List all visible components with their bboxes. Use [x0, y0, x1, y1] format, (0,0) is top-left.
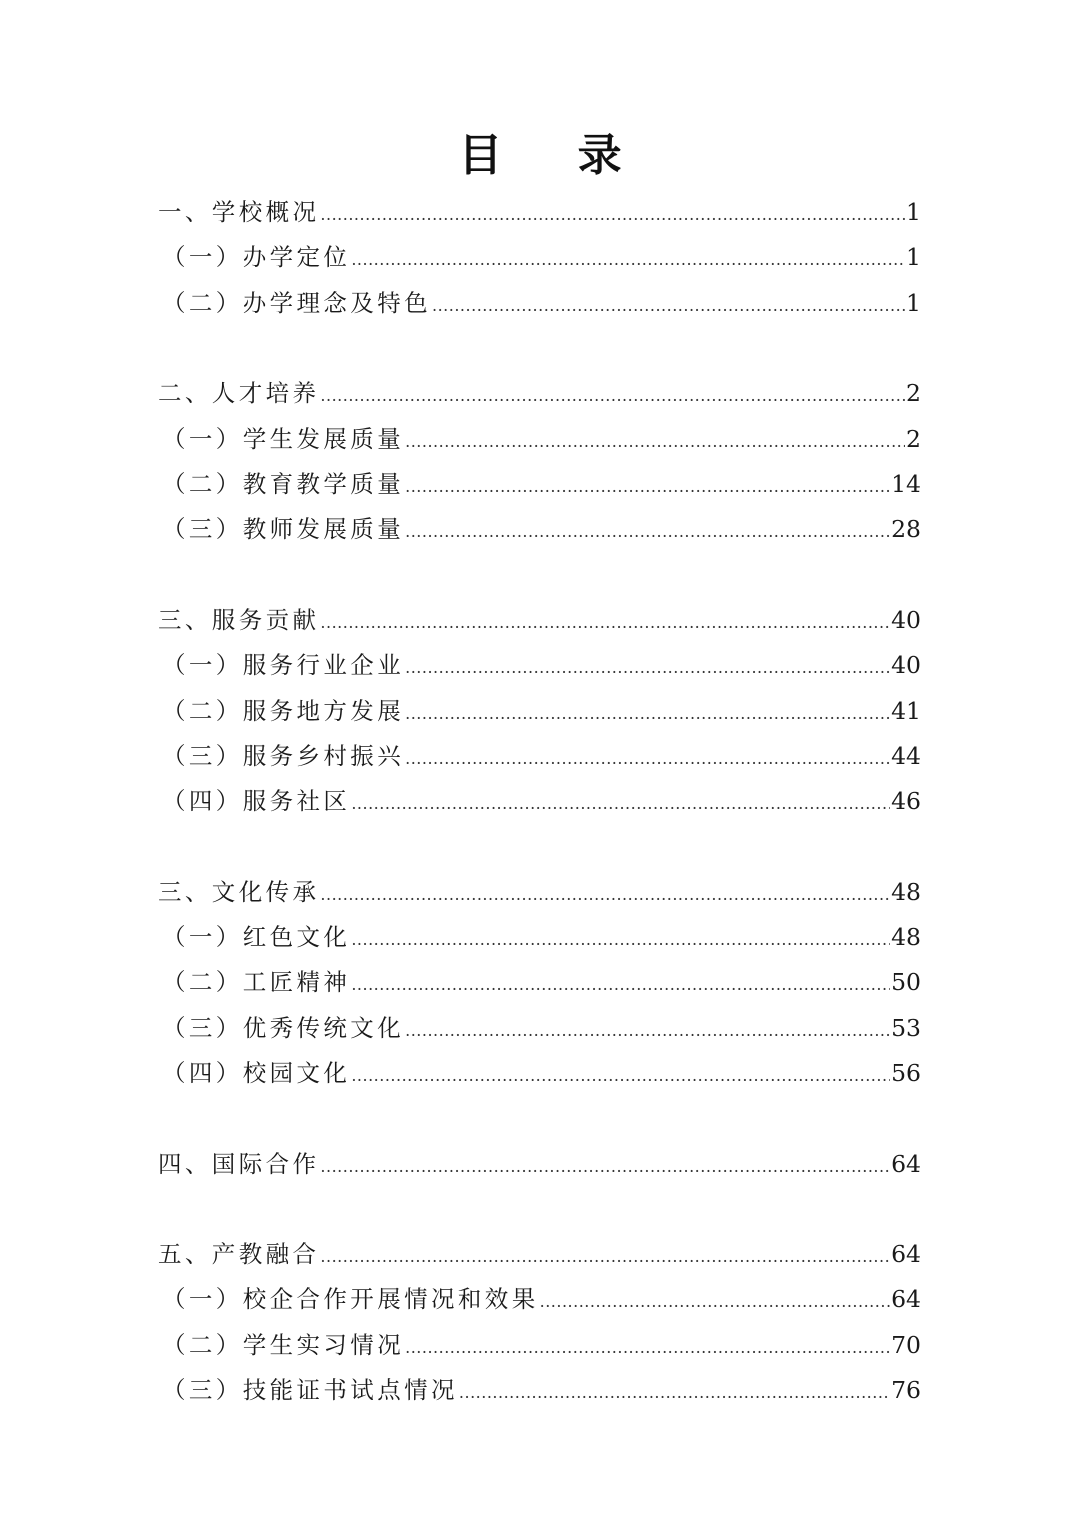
toc-page-number: 56 [891, 1059, 921, 1088]
dot-leader [351, 917, 890, 962]
toc-page-number: 14 [891, 469, 921, 498]
dot-leader [540, 1279, 890, 1324]
dot-leader [405, 1325, 890, 1370]
toc-page-number: 44 [891, 741, 921, 770]
toc-section [158, 598, 921, 825]
dot-leader [405, 464, 890, 509]
toc-page-number: 1 [906, 198, 921, 226]
toc-section [158, 190, 921, 326]
dot-leader [320, 373, 905, 418]
toc-page-number: 64 [891, 1149, 921, 1178]
toc-subsection-entry[interactable] [158, 915, 921, 960]
toc-section-entry[interactable] [158, 870, 921, 915]
toc-section [158, 371, 921, 553]
toc-subsection-entry[interactable] [158, 734, 921, 779]
toc-entry-label: （一）服务行业企业 [162, 651, 405, 680]
toc-section-entry[interactable] [158, 371, 921, 416]
toc-entry-label: （四）校园文化 [162, 1059, 351, 1088]
dot-leader [320, 1144, 890, 1189]
toc-section-entry[interactable] [158, 598, 921, 643]
toc-entry-label: （一）学生发展质量 [162, 424, 405, 453]
dot-leader [432, 283, 905, 328]
dot-leader [405, 691, 890, 736]
toc-entry-label: （四）服务社区 [162, 787, 351, 816]
toc-entry-label: （二）教育教学质量 [162, 469, 405, 498]
toc-subsection-entry[interactable] [158, 689, 921, 734]
toc-page-number: 2 [906, 379, 921, 408]
toc-entry-label: 五、产教融合 [158, 1240, 320, 1269]
toc-entry-label: （一）办学定位 [162, 243, 351, 272]
toc-subsection-entry[interactable] [158, 1323, 921, 1368]
toc-section [158, 870, 921, 1097]
toc-page-number: 50 [891, 968, 921, 997]
dot-leader [351, 237, 905, 282]
toc-page-number: 48 [891, 877, 921, 906]
toc-subsection-entry[interactable] [158, 643, 921, 688]
toc-page-number: 28 [891, 515, 921, 544]
dot-leader [351, 962, 890, 1007]
toc-entry-label: 三、文化传承 [158, 877, 320, 906]
dot-leader [405, 419, 905, 464]
toc-page-number: 40 [891, 651, 921, 680]
toc-subsection-entry[interactable] [158, 960, 921, 1005]
toc-entry-label: 四、国际合作 [158, 1149, 320, 1178]
dot-leader [351, 781, 890, 826]
toc-page-number: 48 [891, 923, 921, 952]
dot-leader [405, 645, 890, 690]
toc-page-number: 70 [891, 1330, 921, 1359]
toc-section [158, 1232, 921, 1414]
toc-entry-label: （三）技能证书试点情况 [162, 1376, 458, 1405]
toc-subsection-entry[interactable] [158, 417, 921, 462]
toc-entry-label: （一）红色文化 [162, 923, 351, 952]
toc-subsection-entry[interactable] [158, 779, 921, 824]
dot-leader [405, 509, 890, 554]
page-title: 目 录 [458, 130, 652, 181]
dot-leader [320, 192, 905, 237]
dot-leader [320, 1234, 890, 1279]
toc-page-number: 64 [891, 1240, 921, 1269]
toc-section-entry[interactable] [158, 190, 921, 235]
toc-entry-label: 一、学校概况 [158, 198, 320, 226]
toc-entry-label: （三）服务乡村振兴 [162, 741, 405, 770]
toc-section-entry[interactable] [158, 1142, 921, 1187]
toc-page-number: 40 [891, 605, 921, 634]
toc-subsection-entry[interactable] [158, 1051, 921, 1096]
toc-subsection-entry[interactable] [158, 507, 921, 552]
toc-entry-label: （二）服务地方发展 [162, 696, 405, 725]
toc-page-number: 64 [891, 1285, 921, 1314]
toc-section [158, 1142, 921, 1187]
toc-page-number: 53 [891, 1013, 921, 1042]
toc-entry-label: （三）优秀传统文化 [162, 1013, 405, 1042]
toc-page-number: 46 [891, 787, 921, 816]
toc-subsection-entry[interactable] [158, 1006, 921, 1051]
toc-subsection-entry[interactable] [158, 281, 921, 326]
dot-leader [459, 1370, 890, 1415]
dot-leader [351, 1053, 890, 1098]
toc-section-entry[interactable] [158, 1232, 921, 1277]
toc-page-number: 41 [891, 696, 921, 725]
dot-leader [320, 872, 890, 917]
toc-entry-label: （二）学生实习情况 [162, 1330, 405, 1359]
toc-page-number: 1 [906, 243, 921, 272]
toc-entry-label: （一）校企合作开展情况和效果 [162, 1285, 539, 1314]
toc-entry-label: （三）教师发展质量 [162, 515, 405, 544]
toc-page-number: 1 [906, 288, 921, 317]
toc-page-number: 76 [891, 1376, 921, 1405]
table-of-contents [158, 190, 921, 1459]
toc-entry-label: （二）工匠精神 [162, 968, 351, 997]
toc-subsection-entry[interactable] [158, 462, 921, 507]
toc-subsection-entry[interactable] [158, 1277, 921, 1322]
toc-subsection-entry[interactable] [158, 235, 921, 280]
toc-subsection-entry[interactable] [158, 1368, 921, 1413]
toc-entry-label: 二、人才培养 [158, 379, 320, 408]
toc-page-number: 2 [906, 424, 921, 453]
dot-leader [320, 600, 890, 645]
toc-entry-label: 三、服务贡献 [158, 605, 320, 634]
dot-leader [405, 1008, 890, 1053]
dot-leader [405, 736, 890, 781]
toc-entry-label: （二）办学理念及特色 [162, 288, 431, 317]
